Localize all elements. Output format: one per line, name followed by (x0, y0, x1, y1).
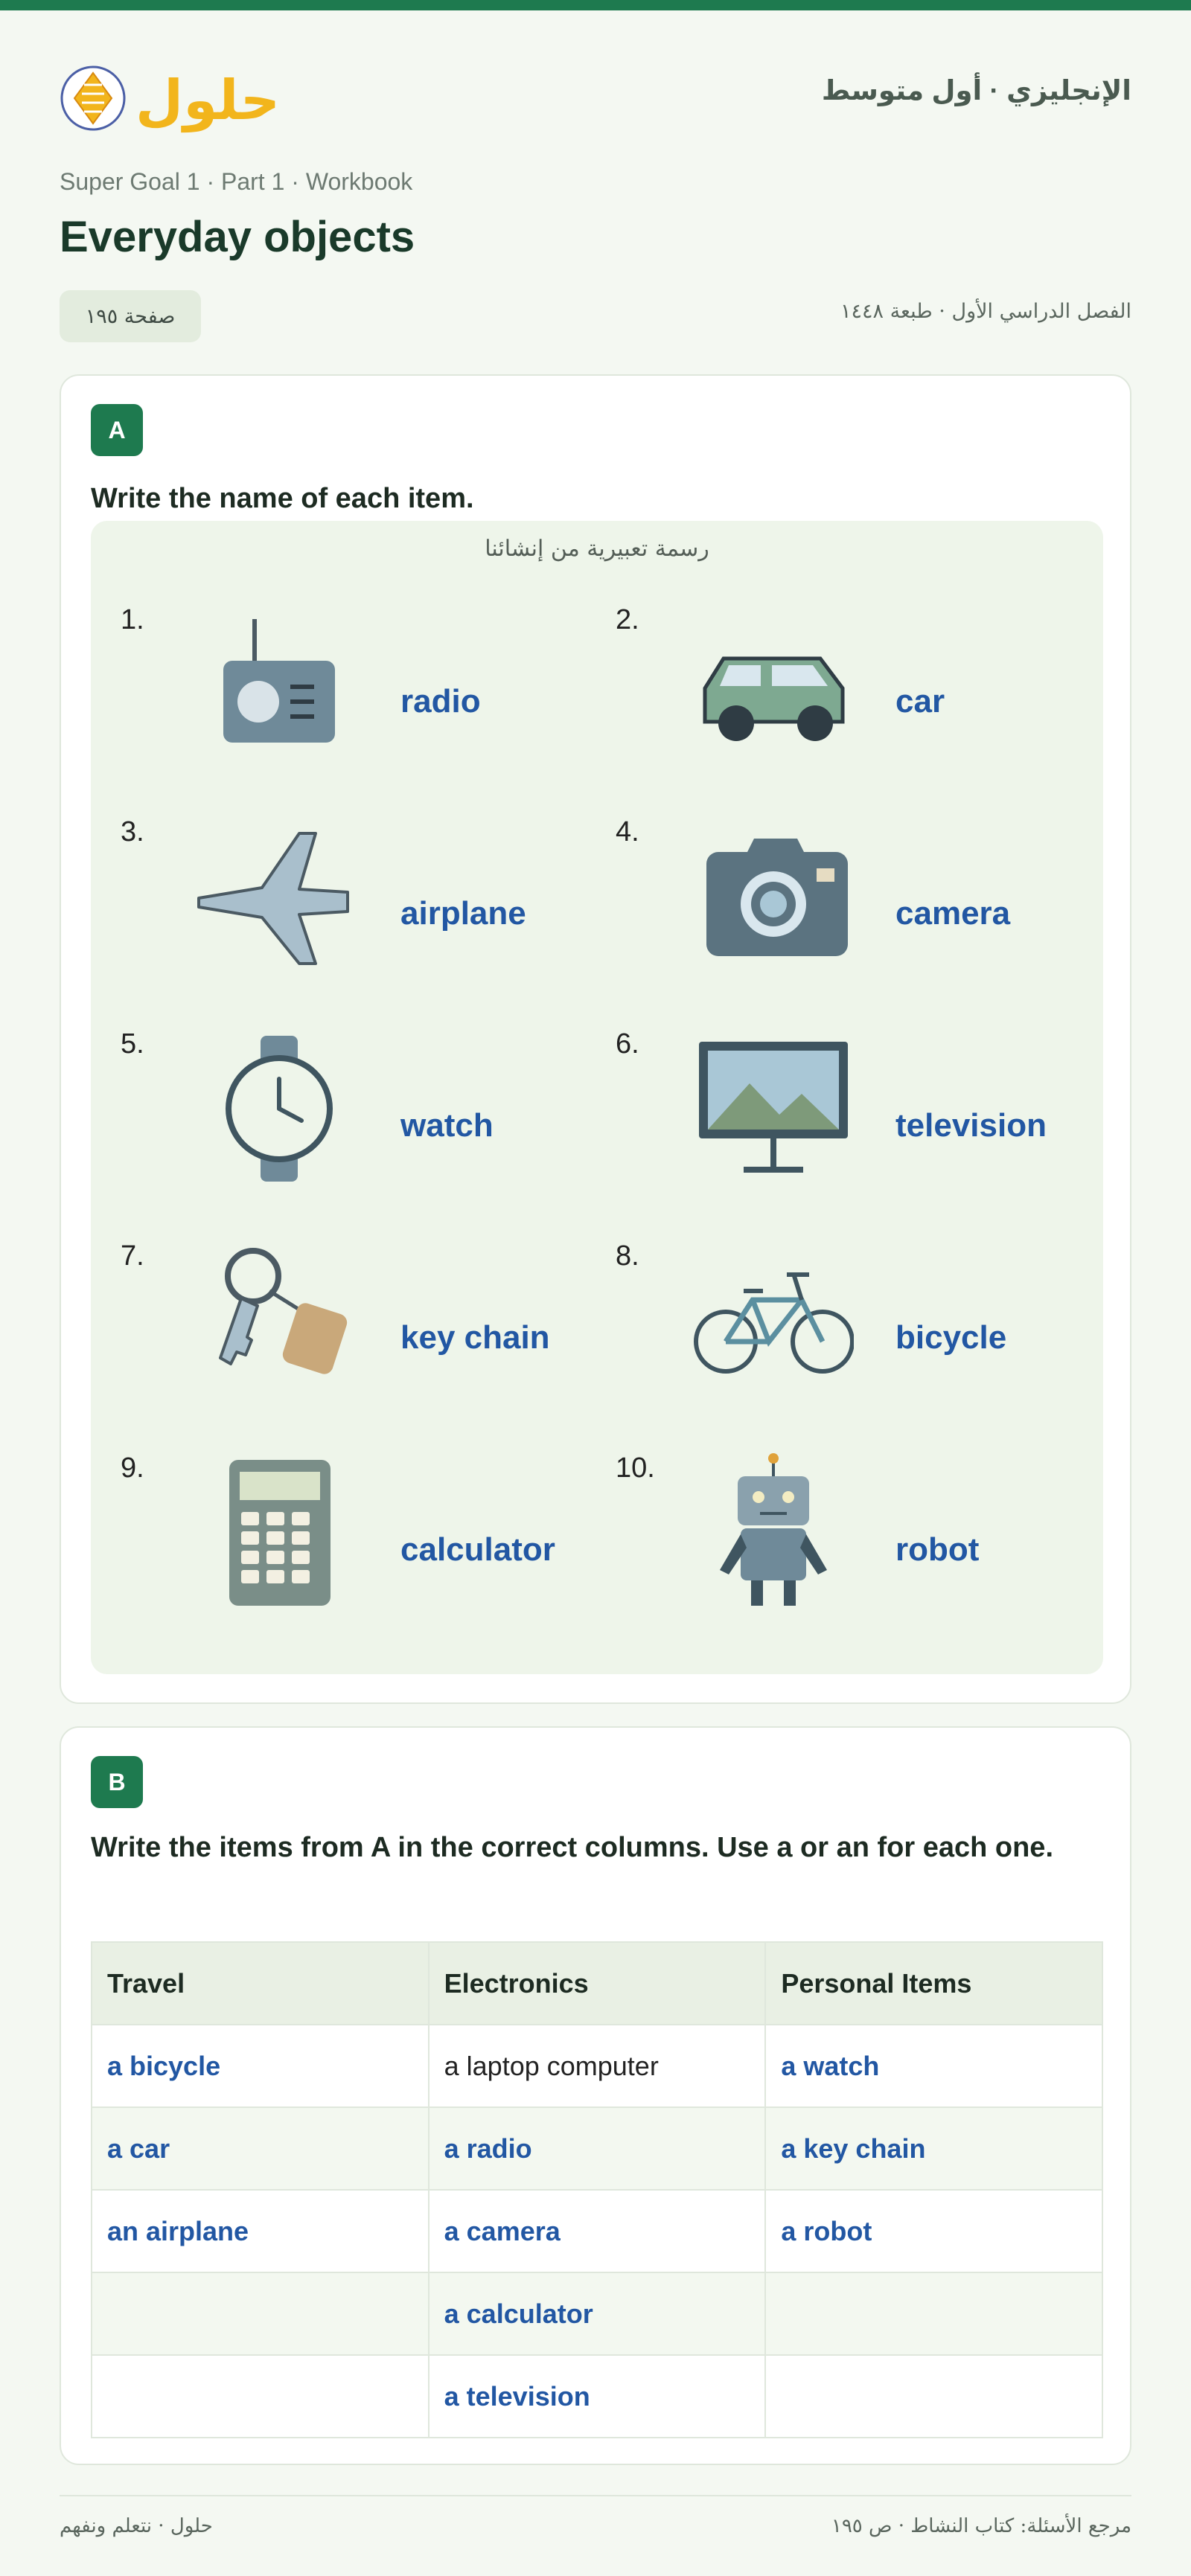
item-card (586, 800, 1077, 1008)
item-answer: television (895, 1107, 1047, 1144)
item-answer: calculator (400, 1531, 555, 1568)
item-number: 10. (616, 1452, 655, 1484)
table-cell: a robot (765, 2190, 1102, 2272)
item-answer: key chain (400, 1319, 550, 1356)
item-number: 5. (121, 1028, 144, 1060)
table-cell: a television (429, 2355, 766, 2438)
item-number: 8. (616, 1240, 639, 1272)
item-card (91, 588, 582, 796)
item-card (91, 1436, 582, 1644)
watch-icon (195, 1027, 359, 1191)
categories-table (91, 1941, 1103, 2438)
item-number: 1. (121, 604, 144, 635)
illustration-note: رسمة تعبيرية من إنشائنا (485, 536, 709, 562)
radio-icon (195, 603, 359, 766)
table-cell: a calculator (429, 2272, 766, 2355)
table-cell: a camera (429, 2190, 766, 2272)
item-card (586, 588, 1077, 796)
table-cell (92, 2355, 429, 2438)
page-header (60, 52, 1131, 134)
calculator-icon (195, 1451, 359, 1615)
television-icon (690, 1027, 854, 1191)
table-cell (765, 2272, 1102, 2355)
table-cell: a laptop computer (429, 2025, 766, 2107)
table-row (92, 2272, 1102, 2355)
table-cell: an airplane (92, 2190, 429, 2272)
table-row (92, 2190, 1102, 2272)
item-card (586, 1012, 1077, 1220)
table-row (92, 2107, 1102, 2190)
footer-tagline: حلول · نتعلم ونفهم (60, 2515, 213, 2537)
table-row (92, 2025, 1102, 2107)
page-title: Everyday objects (60, 213, 415, 261)
section-b-card (60, 1726, 1131, 2465)
item-number: 4. (616, 816, 639, 848)
column-header: Personal Items (765, 1942, 1102, 2025)
table-cell (765, 2355, 1102, 2438)
term-edition: الفصل الدراسي الأول · طبعة ١٤٤٨ (840, 300, 1131, 323)
airplane-icon (195, 815, 359, 978)
item-answer: bicycle (895, 1319, 1007, 1356)
table-cell: a watch (765, 2025, 1102, 2107)
item-card (91, 1224, 582, 1432)
item-answer: car (895, 683, 945, 720)
section-instruction: Write the name of each item. (91, 483, 474, 514)
item-number: 2. (616, 604, 639, 635)
key-chain-icon (195, 1239, 359, 1403)
table-cell: a radio (429, 2107, 766, 2190)
item-number: 3. (121, 816, 144, 848)
item-number: 6. (616, 1028, 639, 1060)
table-cell (92, 2272, 429, 2355)
column-header: Electronics (429, 1942, 766, 2025)
footer-reference: مرجع الأسئلة: كتاب النشاط · ص ١٩٥ (831, 2515, 1131, 2537)
car-icon (690, 603, 854, 766)
robot-icon (690, 1451, 854, 1615)
item-card (586, 1436, 1077, 1644)
top-accent-bar (0, 0, 1191, 10)
item-answer: camera (895, 895, 1011, 932)
item-card (586, 1224, 1077, 1432)
subject-title: الإنجليزي · أول متوسط (821, 75, 1131, 106)
item-number: 9. (121, 1452, 144, 1484)
section-instruction: Write the items from A in the correct columns. Use a or an for each one. (91, 1832, 1054, 1863)
logo-wordmark: حلول (135, 68, 281, 132)
column-header: Travel (92, 1942, 429, 2025)
page-number-badge: صفحة ١٩٥ (60, 290, 201, 342)
footer-divider (60, 2495, 1131, 2496)
bicycle-icon (690, 1239, 854, 1403)
site-logo[interactable] (60, 52, 283, 134)
table-header-row (92, 1942, 1102, 2025)
section-badge: A (91, 404, 143, 456)
section-badge: B (91, 1756, 143, 1808)
item-card (91, 800, 582, 1008)
table-cell: a bicycle (92, 2025, 429, 2107)
items-illustration-panel (91, 521, 1103, 1674)
item-answer: radio (400, 683, 481, 720)
breadcrumb: Super Goal 1 · Part 1 · Workbook (60, 168, 413, 195)
item-number: 7. (121, 1240, 144, 1272)
item-answer: robot (895, 1531, 980, 1568)
section-a-card (60, 374, 1131, 1704)
table-cell: a key chain (765, 2107, 1102, 2190)
table-cell: a car (92, 2107, 429, 2190)
camera-icon (690, 815, 854, 978)
item-answer: watch (400, 1107, 494, 1144)
item-card (91, 1012, 582, 1220)
item-answer: airplane (400, 895, 526, 932)
table-row (92, 2355, 1102, 2438)
